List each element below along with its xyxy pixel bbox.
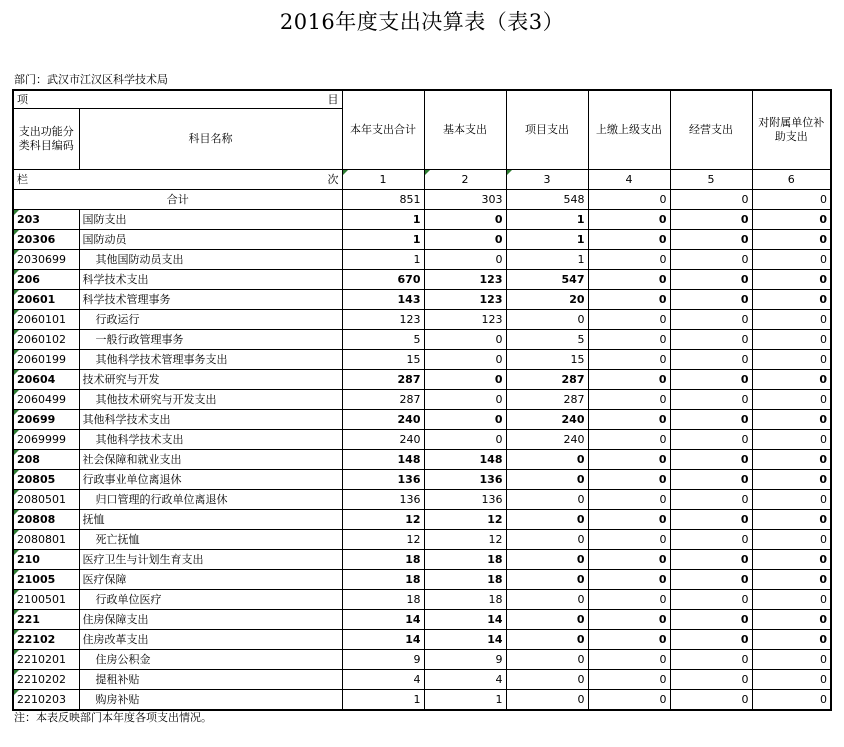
row-code: 2210201 (13, 650, 79, 670)
row-value: 0 (670, 310, 752, 330)
row-value: 287 (506, 370, 588, 390)
row-value: 18 (424, 550, 506, 570)
table-row (13, 390, 831, 410)
footnote: 注：本表反映部门本年度各项支出情况。 (14, 711, 212, 724)
row-code: 203 (13, 210, 79, 230)
row-value: 0 (752, 310, 831, 330)
row-value: 0 (588, 630, 670, 650)
row-value: 0 (588, 590, 670, 610)
row-value: 0 (752, 230, 831, 250)
row-value: 18 (342, 590, 424, 610)
row-value: 15 (342, 350, 424, 370)
row-name: 住房改革支出 (79, 630, 342, 650)
header-item-right: 目 (327, 93, 339, 106)
header-row-right: 次 (327, 173, 339, 186)
row-value: 0 (588, 570, 670, 590)
row-value: 5 (342, 330, 424, 350)
row-value: 12 (342, 530, 424, 550)
row-code: 2080801 (13, 530, 79, 550)
table-row (13, 330, 831, 350)
row-value: 0 (670, 430, 752, 450)
row-value: 0 (588, 290, 670, 310)
row-code: 2080501 (13, 490, 79, 510)
row-value: 0 (752, 590, 831, 610)
row-value: 0 (752, 370, 831, 390)
row-value: 0 (752, 330, 831, 350)
row-value: 0 (506, 570, 588, 590)
row-value: 0 (752, 430, 831, 450)
row-value: 547 (506, 270, 588, 290)
row-name: 行政事业单位离退休 (79, 470, 342, 490)
row-value: 0 (752, 270, 831, 290)
row-value: 5 (506, 330, 588, 350)
row-value: 0 (670, 690, 752, 711)
table-row (13, 470, 831, 490)
row-value: 0 (588, 230, 670, 250)
row-value: 240 (342, 410, 424, 430)
row-value: 0 (588, 430, 670, 450)
report-title: 2016年度支出决算表（表3） (279, 10, 565, 34)
row-value: 14 (424, 630, 506, 650)
row-value: 0 (588, 610, 670, 630)
row-value: 0 (424, 410, 506, 430)
header-code-col: 支出功能分类科目编码 (13, 109, 79, 170)
row-value: 0 (588, 310, 670, 330)
row-value: 0 (588, 650, 670, 670)
row-value: 15 (506, 350, 588, 370)
row-value: 0 (506, 310, 588, 330)
table-row (13, 690, 831, 711)
table-row (13, 630, 831, 650)
table-row (13, 270, 831, 290)
row-value: 0 (670, 550, 752, 570)
table-row (13, 570, 831, 590)
row-value: 0 (424, 350, 506, 370)
row-value: 0 (506, 650, 588, 670)
row-value: 0 (670, 450, 752, 470)
row-value: 0 (506, 630, 588, 650)
row-value: 0 (670, 670, 752, 690)
row-value: 20 (506, 290, 588, 310)
row-value: 0 (752, 250, 831, 270)
row-code: 20805 (13, 470, 79, 490)
row-name: 国防支出 (79, 210, 342, 230)
total-label: 合计 (13, 190, 342, 210)
table-row (13, 290, 831, 310)
row-value: 0 (588, 530, 670, 550)
row-code: 2100501 (13, 590, 79, 610)
row-name: 技术研究与开发 (79, 370, 342, 390)
total-value: 303 (424, 190, 506, 210)
row-value: 0 (752, 570, 831, 590)
row-value: 0 (506, 550, 588, 570)
row-value: 0 (752, 550, 831, 570)
row-value: 0 (670, 370, 752, 390)
row-code: 20604 (13, 370, 79, 390)
table-row (13, 510, 831, 530)
row-value: 0 (588, 550, 670, 570)
row-value: 0 (588, 250, 670, 270)
row-name: 社会保障和就业支出 (79, 450, 342, 470)
row-value: 123 (424, 290, 506, 310)
row-code: 2069999 (13, 430, 79, 450)
row-value: 0 (424, 210, 506, 230)
row-value: 0 (670, 290, 752, 310)
row-value: 0 (424, 430, 506, 450)
row-value: 0 (752, 210, 831, 230)
row-value: 0 (670, 630, 752, 650)
row-code: 221 (13, 610, 79, 630)
row-name: 国防动员 (79, 230, 342, 250)
row-value: 0 (424, 230, 506, 250)
row-value: 0 (752, 670, 831, 690)
row-value: 1 (424, 690, 506, 711)
row-value: 0 (670, 510, 752, 530)
row-name: 其他科学技术支出 (79, 430, 342, 450)
header-row-left: 栏 (17, 173, 28, 186)
row-value: 0 (670, 590, 752, 610)
row-value: 123 (342, 310, 424, 330)
header-item-row (13, 90, 831, 109)
row-value: 0 (670, 610, 752, 630)
row-value: 0 (752, 450, 831, 470)
row-code: 20699 (13, 410, 79, 430)
row-value: 0 (588, 410, 670, 430)
row-value: 136 (342, 470, 424, 490)
header-col-project: 项目支出 (506, 90, 588, 170)
row-name: 科学技术支出 (79, 270, 342, 290)
row-code: 210 (13, 550, 79, 570)
header-number-row (13, 170, 831, 190)
row-value: 0 (670, 530, 752, 550)
col-number: 6 (752, 170, 831, 190)
total-value: 0 (752, 190, 831, 210)
header-col-total: 本年支出合计 (342, 90, 424, 170)
row-name: 医疗保障 (79, 570, 342, 590)
row-value: 0 (670, 390, 752, 410)
table-row (13, 210, 831, 230)
row-value: 0 (670, 350, 752, 370)
row-value: 0 (506, 450, 588, 470)
row-code: 20601 (13, 290, 79, 310)
expenditure-table (12, 89, 832, 711)
row-name: 一般行政管理事务 (79, 330, 342, 350)
header-col-upper: 上缴上级支出 (588, 90, 670, 170)
row-value: 0 (752, 410, 831, 430)
row-value: 240 (506, 430, 588, 450)
row-value: 0 (670, 490, 752, 510)
row-value: 12 (342, 510, 424, 530)
row-code: 2210203 (13, 690, 79, 711)
row-value: 0 (670, 650, 752, 670)
header-item-left: 项 (17, 93, 28, 106)
row-name: 归口管理的行政单位离退休 (79, 490, 342, 510)
row-value: 18 (424, 590, 506, 610)
table-row (13, 550, 831, 570)
row-value: 0 (424, 370, 506, 390)
row-value: 0 (752, 390, 831, 410)
total-value: 548 (506, 190, 588, 210)
row-code: 2060102 (13, 330, 79, 350)
row-value: 0 (670, 210, 752, 230)
table-row (13, 370, 831, 390)
col-number: 2 (424, 170, 506, 190)
row-value: 0 (752, 290, 831, 310)
row-name: 医疗卫生与计划生育支出 (79, 550, 342, 570)
row-value: 0 (506, 670, 588, 690)
department-label: 部门：武汉市江汉区科学技术局 (14, 73, 168, 86)
row-code: 206 (13, 270, 79, 290)
row-code: 2060499 (13, 390, 79, 410)
row-value: 136 (424, 490, 506, 510)
row-value: 123 (424, 270, 506, 290)
row-value: 0 (752, 630, 831, 650)
row-name: 住房保障支出 (79, 610, 342, 630)
total-value: 0 (588, 190, 670, 210)
row-value: 18 (342, 550, 424, 570)
total-value: 851 (342, 190, 424, 210)
row-value: 0 (506, 690, 588, 711)
row-value: 0 (752, 650, 831, 670)
row-value: 0 (588, 330, 670, 350)
row-value: 1 (342, 230, 424, 250)
header-col-subsidy: 对附属单位补助支出 (752, 90, 831, 170)
col-number: 3 (506, 170, 588, 190)
table-row (13, 490, 831, 510)
row-value: 0 (670, 250, 752, 270)
row-name: 其他技术研究与开发支出 (79, 390, 342, 410)
row-code: 20306 (13, 230, 79, 250)
row-value: 1 (342, 690, 424, 711)
table-row (13, 410, 831, 430)
row-value: 0 (588, 390, 670, 410)
row-value: 1 (506, 250, 588, 270)
col-number: 1 (342, 170, 424, 190)
row-value: 0 (752, 510, 831, 530)
row-value: 148 (342, 450, 424, 470)
row-value: 0 (752, 490, 831, 510)
row-code: 21005 (13, 570, 79, 590)
row-value: 0 (588, 270, 670, 290)
row-name: 其他国防动员支出 (79, 250, 342, 270)
total-value: 0 (670, 190, 752, 210)
row-value: 18 (342, 570, 424, 590)
row-value: 1 (506, 230, 588, 250)
row-value: 0 (670, 570, 752, 590)
table-row (13, 530, 831, 550)
row-value: 0 (506, 530, 588, 550)
row-value: 9 (342, 650, 424, 670)
row-value: 0 (506, 470, 588, 490)
row-value: 0 (670, 330, 752, 350)
row-value: 0 (588, 450, 670, 470)
row-name: 购房补贴 (79, 690, 342, 711)
row-name: 科学技术管理事务 (79, 290, 342, 310)
row-value: 0 (588, 510, 670, 530)
header-name-col: 科目名称 (79, 109, 342, 170)
row-value: 1 (506, 210, 588, 230)
row-value: 143 (342, 290, 424, 310)
row-value: 0 (588, 470, 670, 490)
row-code: 20808 (13, 510, 79, 530)
row-value: 148 (424, 450, 506, 470)
row-value: 1 (342, 250, 424, 270)
row-value: 1 (342, 210, 424, 230)
row-value: 240 (342, 430, 424, 450)
row-code: 2060199 (13, 350, 79, 370)
row-value: 670 (342, 270, 424, 290)
row-value: 0 (670, 270, 752, 290)
row-value: 0 (506, 590, 588, 610)
row-value: 0 (506, 510, 588, 530)
row-value: 0 (424, 390, 506, 410)
row-value: 240 (506, 410, 588, 430)
row-value: 123 (424, 310, 506, 330)
row-name: 行政运行 (79, 310, 342, 330)
row-value: 0 (424, 250, 506, 270)
row-value: 0 (506, 490, 588, 510)
total-row (13, 190, 831, 210)
table-row (13, 450, 831, 470)
table-row (13, 610, 831, 630)
row-name: 住房公积金 (79, 650, 342, 670)
row-value: 0 (588, 670, 670, 690)
row-value: 18 (424, 570, 506, 590)
row-value: 14 (342, 610, 424, 630)
row-value: 0 (752, 530, 831, 550)
row-code: 208 (13, 450, 79, 470)
row-value: 0 (588, 210, 670, 230)
row-value: 0 (424, 330, 506, 350)
row-value: 136 (342, 490, 424, 510)
row-code: 22102 (13, 630, 79, 650)
row-name: 其他科学技术支出 (79, 410, 342, 430)
row-code: 2030699 (13, 250, 79, 270)
header-col-operation: 经营支出 (670, 90, 752, 170)
row-value: 0 (752, 610, 831, 630)
table-row (13, 230, 831, 250)
table-row (13, 310, 831, 330)
row-value: 0 (506, 610, 588, 630)
table-row (13, 350, 831, 370)
row-value: 0 (670, 410, 752, 430)
row-value: 0 (752, 350, 831, 370)
row-value: 12 (424, 530, 506, 550)
table-row (13, 590, 831, 610)
col-number: 5 (670, 170, 752, 190)
row-value: 0 (588, 490, 670, 510)
row-value: 0 (670, 230, 752, 250)
table-row (13, 670, 831, 690)
row-value: 287 (342, 370, 424, 390)
row-name: 其他科学技术管理事务支出 (79, 350, 342, 370)
row-value: 0 (588, 350, 670, 370)
row-name: 提租补贴 (79, 670, 342, 690)
row-value: 0 (588, 690, 670, 711)
row-name: 行政单位医疗 (79, 590, 342, 610)
row-value: 14 (342, 630, 424, 650)
row-code: 2210202 (13, 670, 79, 690)
row-value: 0 (752, 690, 831, 711)
row-value: 287 (506, 390, 588, 410)
row-value: 287 (342, 390, 424, 410)
header-col-basic: 基本支出 (424, 90, 506, 170)
row-code: 2060101 (13, 310, 79, 330)
row-value: 0 (752, 470, 831, 490)
row-value: 0 (588, 370, 670, 390)
row-value: 14 (424, 610, 506, 630)
table-row (13, 650, 831, 670)
row-value: 12 (424, 510, 506, 530)
row-value: 9 (424, 650, 506, 670)
row-value: 4 (424, 670, 506, 690)
row-value: 0 (670, 470, 752, 490)
row-value: 4 (342, 670, 424, 690)
table-row (13, 430, 831, 450)
row-value: 136 (424, 470, 506, 490)
table-row (13, 250, 831, 270)
col-number: 4 (588, 170, 670, 190)
row-name: 抚恤 (79, 510, 342, 530)
row-name: 死亡抚恤 (79, 530, 342, 550)
